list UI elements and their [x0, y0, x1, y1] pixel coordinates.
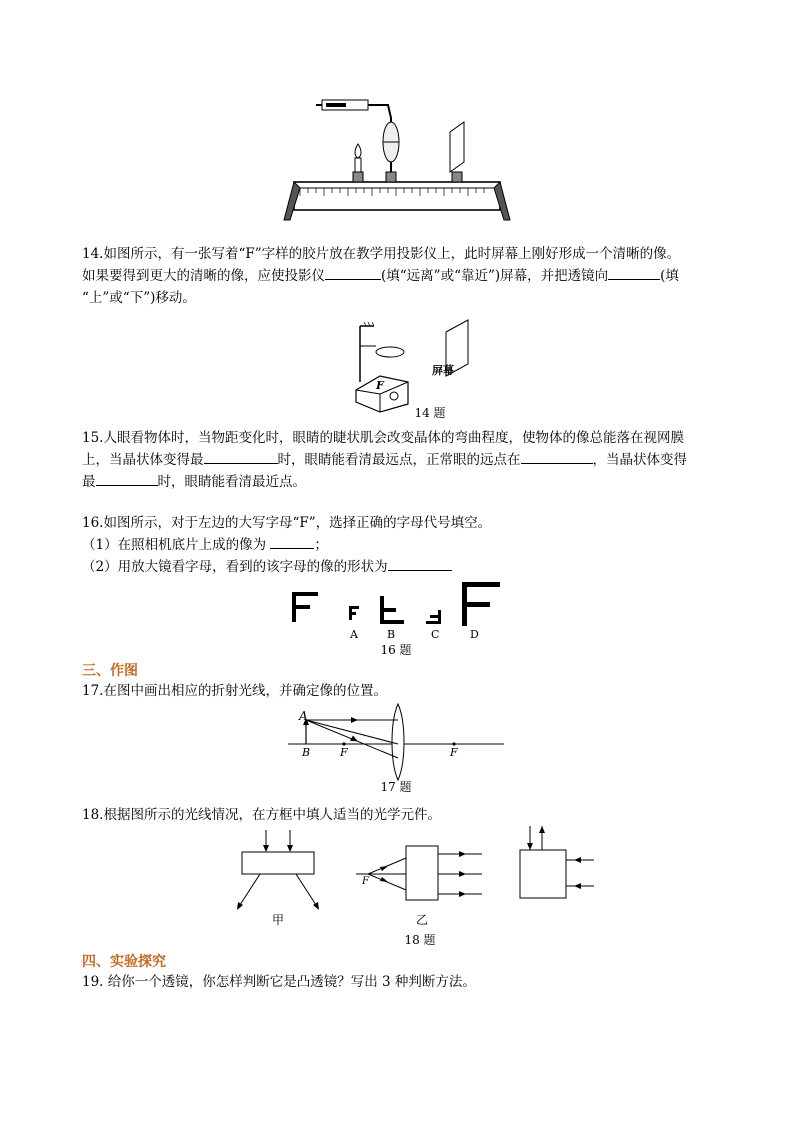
q14-caption: 14 题 — [414, 406, 446, 420]
q15-blank-1[interactable] — [204, 449, 278, 464]
question-16 — [82, 513, 722, 578]
q15-line1: 15.人眼看物体时，当物距变化时，眼睛的睫状肌会改变晶体的弯曲程度，使物体的像总能落在视网膜 — [82, 430, 684, 446]
optical-box-diagrams — [230, 826, 610, 936]
focal-right-label: F — [450, 746, 458, 759]
section-3-heading: 三、作图 — [82, 663, 138, 679]
lens-holder — [383, 118, 399, 182]
question-15 — [82, 427, 722, 493]
optical-bench-figure — [280, 92, 510, 224]
question-17: 17.在图中画出相应的折射光线，并确定像的位置。 — [82, 683, 387, 699]
q15-line2 — [82, 449, 722, 471]
letter-option-a — [349, 606, 359, 620]
diagram-yi — [356, 846, 482, 927]
q16-sub2 — [82, 556, 722, 578]
label-b: B — [387, 628, 396, 641]
letter-option-b — [380, 596, 404, 624]
diagram-jia — [237, 830, 319, 927]
q16-intro: 16.如图所示，对于左边的大写字母“F”，选择正确的字母代号填空。 — [82, 515, 492, 531]
q15-line3a: 最 — [82, 474, 96, 490]
q14-line1: 14.如图所示，有一张写着“F”字样的胶片放在教学用投影仪上，此时屏幕上刚好形成一个清晰的像。 — [82, 246, 681, 262]
screen — [450, 122, 464, 182]
q15-line3 — [82, 471, 722, 493]
q15-line2a: 上，当晶状体变得最 — [82, 452, 204, 468]
candle — [353, 144, 363, 182]
q16-sub2-text: （2）用放大镜看字母，看到的该字母的像的形状为 — [82, 559, 388, 575]
q14-line2c: (填 — [660, 268, 679, 284]
q15-line3b: 时，眼睛能看清最近点。 — [157, 474, 306, 490]
q14-line3: “上”或“下”)移动。 — [82, 290, 196, 306]
point-b-label: B — [302, 746, 311, 759]
projector-figure — [350, 320, 490, 410]
q14-blank-2[interactable] — [608, 265, 660, 280]
projector-letter: F — [376, 379, 384, 392]
letter-option-d — [462, 582, 500, 626]
screen-label: 屏幕 — [432, 364, 454, 377]
section-4-heading: 四、实验探究 — [82, 954, 166, 970]
question-19: 19. 给你一个透镜，你怎样判断它是凸透镜？写出 3 种判断方法。 — [82, 974, 476, 990]
q16-sub1 — [82, 534, 722, 556]
q15-line2b: 时，眼睛能看清最远点，正常眼的远点在 — [277, 452, 521, 468]
q15-blank-2[interactable] — [521, 449, 593, 464]
q15-blank-3[interactable] — [96, 471, 158, 486]
question-18: 18.根据图所示的光线情况，在方框中填人适当的光学元件。 — [82, 807, 441, 823]
thermometer — [316, 100, 391, 118]
question-14 — [82, 243, 722, 309]
q16-sub1-text: （1）在照相机底片上成的像为 — [82, 537, 267, 553]
q15-line2c: ，当晶状体变得 — [592, 452, 687, 468]
diagram-three — [520, 826, 594, 898]
q17-caption: 17 题 — [380, 780, 412, 794]
f-letters-figure — [290, 582, 510, 644]
q14-blank-1[interactable] — [325, 265, 381, 280]
q16-blank-1[interactable] — [270, 534, 314, 549]
letter-option-c — [426, 610, 441, 624]
q16-blank-2[interactable] — [388, 556, 452, 571]
label-jia: 甲 — [272, 913, 285, 927]
q18-caption: 18 题 — [404, 933, 436, 947]
q14-line2a: 如果要得到更大的清晰的像，应使投影仪 — [82, 268, 325, 284]
focal-left-label: F — [340, 746, 348, 759]
label-yi: 乙 — [416, 913, 429, 927]
q14-line2b: (填“远离”或“靠近”)屏幕，并把透镜向 — [381, 268, 609, 284]
point-a-label: A — [299, 709, 308, 723]
letter-f-original — [292, 592, 318, 622]
q14-line2 — [82, 265, 722, 287]
label-a: A — [350, 628, 358, 641]
q16-caption: 16 题 — [380, 643, 412, 657]
label-c: C — [431, 628, 440, 641]
lens-ray-diagram — [288, 704, 508, 780]
q16-sub1-end: ； — [314, 537, 328, 553]
label-d: D — [470, 628, 479, 641]
label-f-focal: F — [362, 876, 369, 887]
